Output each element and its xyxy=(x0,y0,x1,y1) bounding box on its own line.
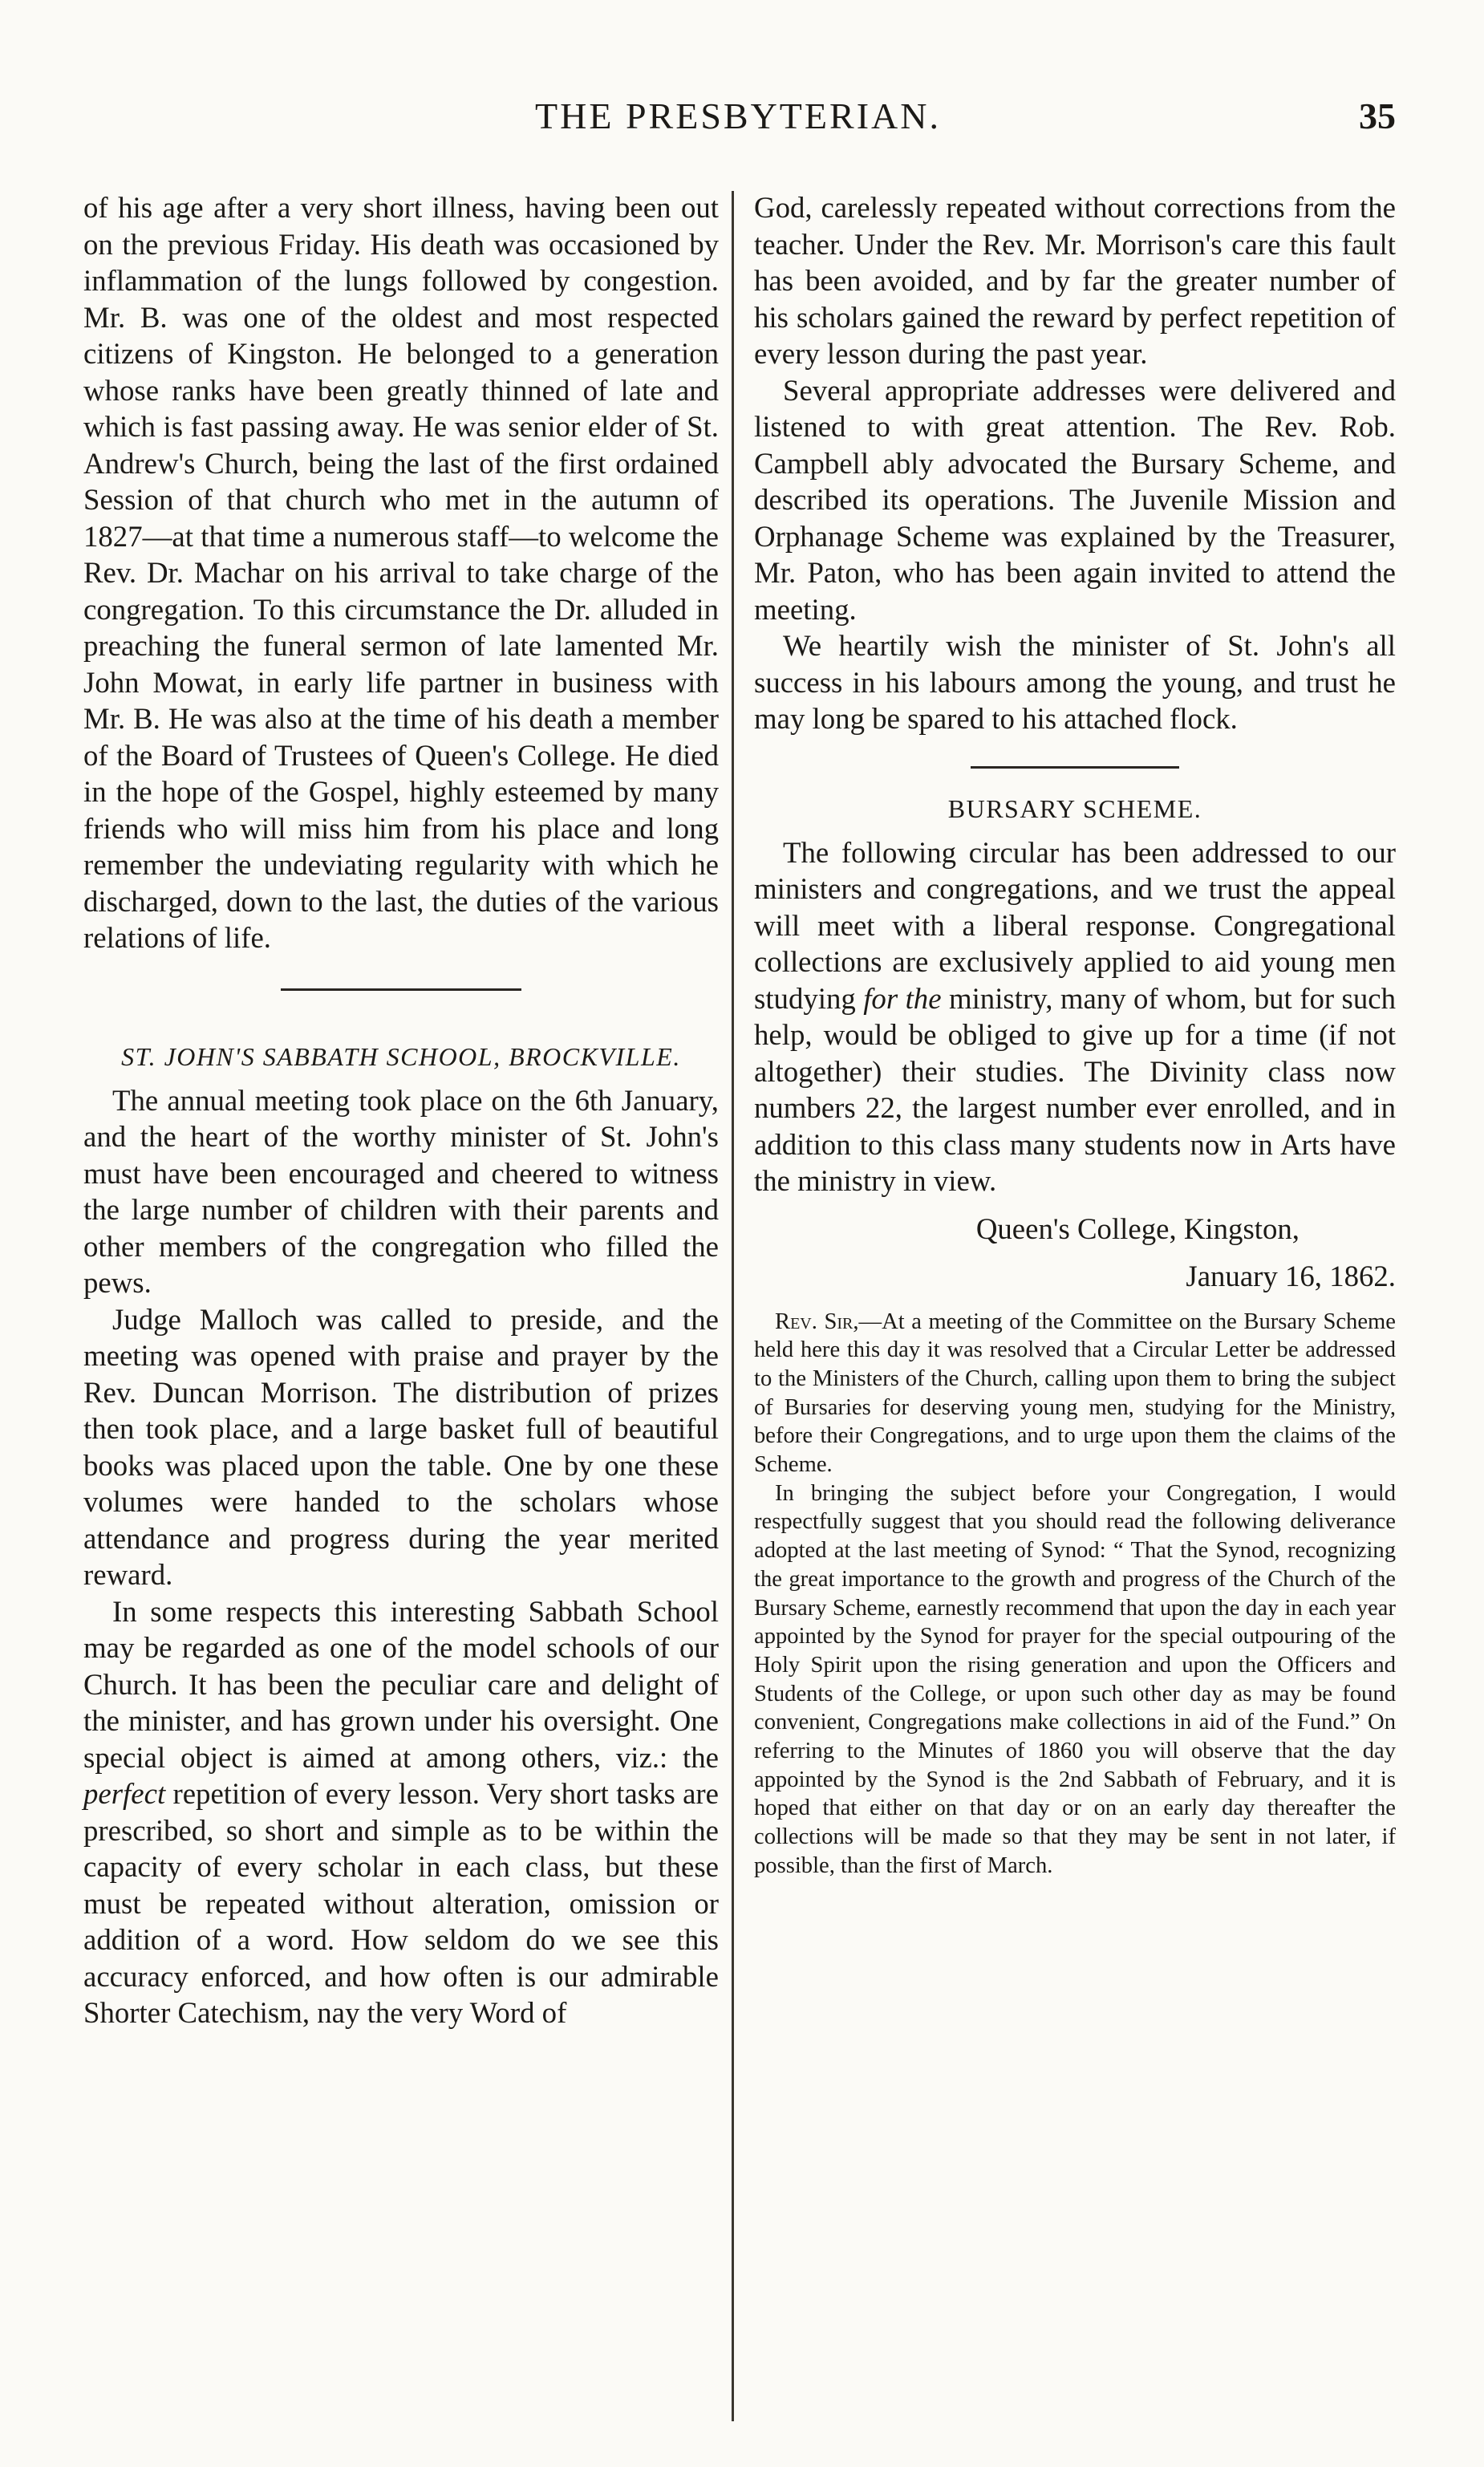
sabbath-school-paragraph: Several appropriate addresses were delivered and listened to with great attention. The Rev. Rob. Campbell ably advocated the Bursary Scheme, and described its operations. The Juvenile Mission and Orphanage Scheme was explained by the Treasurer, Mr. Paton, who has been again invited to attend the meeting. xyxy=(754,373,1396,626)
paragraph-text: The following circular has been addressed to our ministers and congregations, and we trust the appeal will meet with a liberal response. Congregational collections are exclusively applied to aid young men studying xyxy=(754,835,1396,1015)
dateline-date: January 16, 1862. xyxy=(1186,1260,1396,1292)
emphasis-text: perfect xyxy=(83,1777,166,1810)
dateline xyxy=(754,1211,1396,1295)
paragraph-text: —At a meeting of the Committee on the Bursary Scheme held here this day it was resolved that a Circular Letter be addressed to the Ministers of the Church, calling upon them to bring the subject of Bursaries for deserving young men, studying for the Ministry, before their Congregations, and to urge upon them the claims of the Scheme. xyxy=(754,1309,1396,1478)
running-title: THE PRESBYTERIAN. xyxy=(535,95,941,136)
page-number: 35 xyxy=(1359,95,1396,136)
circular-letter xyxy=(754,1308,1396,1881)
continued-paragraph: God, carelessly repeated without corrections from the teacher. Under the Rev. Mr. Morrison's care this fault has been avoided, and by far the greater number of his scholars gained the reward by perfect repetition of every lesson during the past year. xyxy=(754,191,1396,370)
sabbath-school-paragraph: The annual meeting took place on the 6th January, and the heart of the worthy minister of St. John's must have been encouraged and cheered to witness the large number of children with their parents and other members of the congregation who filled the pews. xyxy=(83,1083,719,1299)
right-column xyxy=(754,189,1396,1881)
bursary-intro-paragraph xyxy=(754,834,1396,1199)
paragraph-text: repetition of every lesson. Very short tasks are prescribed, so short and simple as to be within the capacity of every scholar in each class, but these must be repeated without alteration, omission or addition of a word. How seldom do we see this accuracy enforced, and how often is our admirable Shorter Catechism, nay the very Word of xyxy=(83,1777,719,2029)
sabbath-school-heading: ST. JOHN'S SABBATH SCHOOL, BROCKVILLE. xyxy=(121,1041,681,1071)
bursary-scheme-heading: BURSARY SCHEME. xyxy=(947,793,1202,823)
obituary-paragraph: of his age after a very short illness, having been out on the previous Friday. His death was occasioned by inflammation of the lungs followed by congestion. Mr. B. was one of the oldest and most respected citizens of Kingston. He belonged to a generation whose ranks have been greatly thinned of late and which is fast passing away. He was senior elder of St. Andrew's Church, being the last of the first ordained Session of that church who met in the autumn of 1827—at that time a numerous staff—to welcome the Rev. Dr. Machar on his arrival to take charge of the congregation. To this circumstance the Dr. alluded in preaching the funeral sermon of late lamented Mr. John Mowat, in early life partner in business with Mr. B. He was also at the time of his death a member of the Board of Trustees of Queen's College. He died in the hope of the Gospel, highly esteemed by many friends who will miss him from his place and long remember the undeviating regularity with which he discharged, down to the last, the duties of the various relations of life. xyxy=(83,191,719,954)
running-head xyxy=(80,95,1396,143)
section-divider xyxy=(971,766,1179,769)
column-rule xyxy=(732,191,734,2421)
section-divider xyxy=(281,988,521,991)
paragraph-text: ministry, many of whom, but for such help, would be obliged to give up for a time (if not altogether) their studies. The Divinity class now numbers 22, the largest number ever enrolled, and in addition to this class many students now in Arts have the ministry in view. xyxy=(754,981,1396,1197)
sabbath-school-paragraph: We heartily wish the minister of St. John's all success in his labours among the young, and trust he may long be spared to his attached flock. xyxy=(754,629,1396,735)
emphasis-text: for the xyxy=(863,981,942,1015)
sabbath-school-paragraph: Judge Malloch was called to preside, and the meeting was opened with praise and prayer by the Rev. Duncan Morrison. The distribution of prizes then took place, and a large basket full of beautiful books was placed upon the table. One by one these volumes were handed to the scholars whose attendance and progress during the year merited reward. xyxy=(83,1302,719,1591)
left-column xyxy=(83,189,719,2031)
paragraph-text: In some respects this interesting Sabbath School may be regarded as one of the model schools of our Church. It has been the peculiar care and delight of the minister, and has grown under his oversight. One special object is aimed at among others, viz.: the xyxy=(83,1594,719,1774)
dateline-place: Queen's College, Kingston, xyxy=(975,1211,1300,1245)
letter-salutation: Rev. Sir, xyxy=(775,1309,859,1334)
letter-paragraph xyxy=(754,1308,1396,1479)
letter-paragraph: In bringing the subject before your Congregation, I would respectfully suggest that you should read the following deliverance adopted at the last meeting of Synod: “ That the Synod, recognizing the great importance to the growth and progress of the Church of the Bursary Scheme, earnestly recommend that upon the day in each year appointed by the Synod for prayer for the special outpouring of the Holy Spirit upon the rising generation and upon the Officers and Students of the College, or upon such other day as may be found convenient, Congregations make collections in aid of the Fund.” On referring to the Minutes of 1860 you will observe that the day appointed by the Synod is the 2nd Sabbath of February, and it is hoped that either on that day or on an early day thereafter the collections will be made so that they may be sent in not later, if possible, than the first of March. xyxy=(754,1480,1396,1878)
sabbath-school-paragraph xyxy=(83,1593,719,2031)
